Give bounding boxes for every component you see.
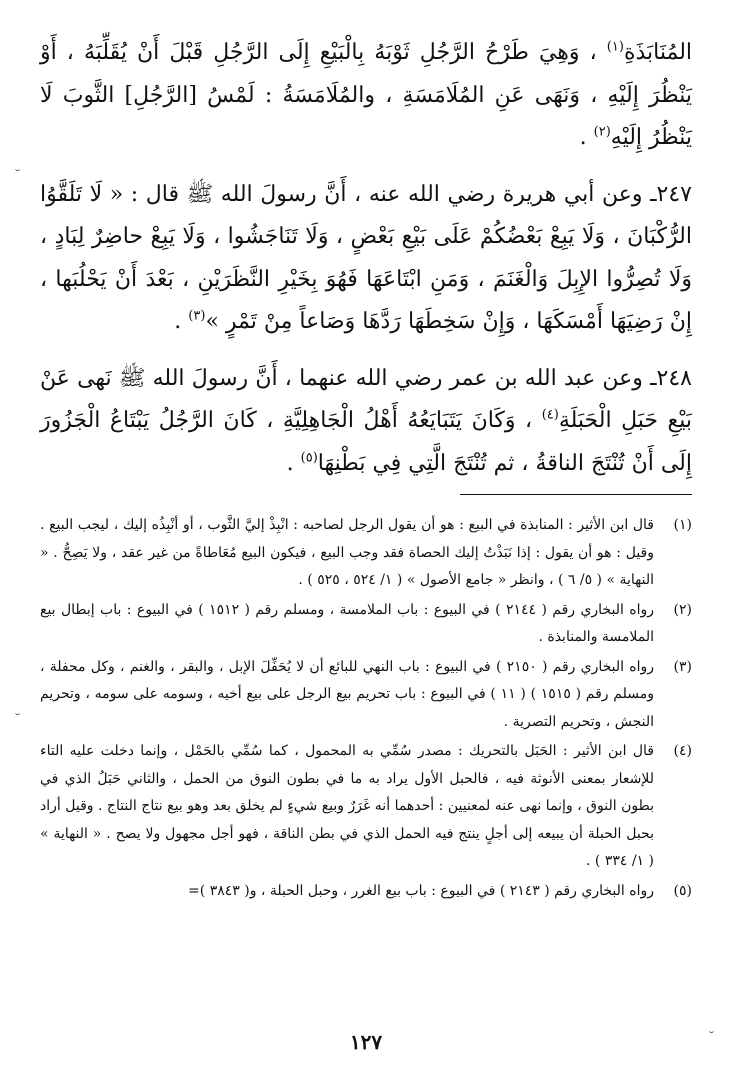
footnote-ref-1: (١): [606, 39, 624, 55]
footnote-number: (٥): [673, 882, 692, 899]
footnote-5: [40, 878, 692, 906]
footnote-text: رواه البخاري رقم ( ٢١٤٣ ) في البيوع : باب بيع الغرر ، وحبل الحبلة ، و( ٣٨٤٣ )=: [188, 882, 654, 899]
paragraph-3-part-1: ٢٤٨ـ وعن عبد الله بن عمر رضي الله عنهما ، أَنَّ رسولَ الله ﷺ نَهى عَنْ بَيْعِ حَبَلِ الْحَبَلَةِ: [40, 365, 692, 433]
footnote-number: (١): [673, 517, 692, 533]
footnote-text: رواه البخاري رقم ( ٢١٥٠ ) في البيوع : باب النهي للبائع أن لا يُحَفِّلَ الإبل ، والبقر ، والغنم ، وكل محفلة ، ومسلم رقم ( ١٥١٥ ) ( ١١ ) في البيوع : باب تحريم بيع الرجل على بيع أخيه ، وسومه على سومه ، وتحريم النجش ، وتحريم التصرية .: [40, 658, 654, 730]
footnote-text: قال ابن الأثير : المنابذة في البيع : هو أن يقول الرجل لصاحبه : انْبِذْ إليَّ الثَّوب ، أو أنْبِذُه إليك ، ليجب البيع . وقيل : هو أن يقول : إذا نَبَذْتُ إليك الحصاة فقد وجب البيع ، فيكون البيع مُعَاطاةً من غير عقد ، ولا يَصِحُّ . « النهاية » ( ٥/ ٦ ) ، وانظر « جامع الأصول » ( ١/ ٥٢٤ ، ٥٢٥ ) .: [40, 517, 654, 588]
paragraph-2-end: .: [174, 309, 182, 334]
footnote-number: (٣): [673, 658, 692, 675]
footnote-number: (٢): [673, 601, 692, 618]
scan-mark-icon: ˘: [708, 1030, 715, 1046]
footnote-3: [40, 654, 692, 737]
footnote-number: (٤): [673, 743, 692, 759]
paragraph-2-text: ٢٤٧ـ وعن أبي هريرة رضي الله عنه ، أَنَّ رسولَ الله ﷺ قال : « لَا تَلَقَّوُا الرُّكْبَانَ ، وَلَا يَبِعْ بَعْضُكُمْ عَلَى بَيْعِ بَعْضٍ ، وَلَا تَنَاجَشُوا ، وَلَا يَبِعْ حاضِرٌ لِبَادٍ ، وَلَا تُصِرُّوا الإِبِلَ وَالْغَنَمَ ، وَمَنِ ابْتَاعَهَا فَهُوَ بِخَيْرِ النَّظَرَيْنِ ، بَعْدَ أَنْ يَحْلُبَها ، إِنْ رَضِيَهَا أَمْسَكَهَا ، وَإِنْ سَخِطَهَا رَدَّهَا وَصَاعاً مِنْ تَمْرٍ »: [40, 181, 692, 334]
paragraph-3-part-2: ، وَكَانَ يَتَبَايَعُهُ أَهْلُ الْجَاهِلِيَّةِ ، كَانَ الرَّجُلُ يَبْتَاعُ الْجَزُورَ إِلَى أَنْ تُنْتَجَ الناقةُ ، ثم تُنْتَجَ الَّتِي فِي بَطْنِهَا: [40, 408, 692, 476]
footnotes: [40, 512, 692, 905]
page-number: ١٢٧: [349, 1030, 383, 1054]
paragraph-1: [40, 32, 692, 160]
main-text: [40, 32, 692, 485]
scan-mark-icon: ˘: [14, 168, 21, 184]
footnote-text: قال ابن الأثير : الحَبَل بالتحريك : مصدر سُمِّي به المحمول ، كما سُمِّي بالحَمْل ، وإنما دخلت عليه التاء للإشعار بمعنى الأنوثة فيه ، فالحبل الأول يراد به ما في بطون النوق من الحمل ، والثاني حَبَلُ الذي في بطون النوق ، وإنما نهى عنه لمعنيين : أحدهما أنه غَرَرٌ وبيع شيءٍ لم يخلق بعد وهو بيع نتاج النتاج . وقيل أراد بحبل الحبلة أن يبيعه إلى أجلٍ ينتج فيه الحمل الذي في بطن الناقة ، فهو أجل مجهول ولا يصح . « النهاية » ( ١/ ٣٣٤ ) .: [40, 743, 654, 869]
paragraph-1-end: .: [579, 125, 587, 150]
book-page: [40, 32, 692, 1062]
footnote-ref-5: (٥): [300, 450, 318, 466]
footnote-text: رواه البخاري رقم ( ٢١٤٤ ) في البيوع : باب الملامسة ، ومسلم رقم ( ١٥١٢ ) في البيوع : باب إبطال بيع الملامسة والمنابذة .: [40, 601, 654, 645]
paragraph-2: [40, 174, 692, 344]
footnote-2: [40, 597, 692, 652]
footnote-ref-3: (٣): [188, 308, 206, 324]
footnote-4: [40, 738, 692, 876]
scan-mark-icon: ˘: [14, 712, 21, 728]
paragraph-1-part-1: المُنَابَذَةِ: [623, 40, 693, 65]
footnote-1: [40, 512, 692, 595]
paragraph-3: [40, 358, 692, 486]
footnote-ref-4: (٤): [541, 407, 559, 423]
footnote-divider: [460, 494, 692, 495]
footnote-ref-2: (٢): [593, 124, 611, 140]
paragraph-1-part-2: ، وَهِيَ طَرْحُ الرَّجُلِ ثَوْبَهُ بِالْبَيْعِ إِلَى الرَّجُلِ قَبْلَ أَنْ يُقَلِّبَهُ ، أَوْ يَنْظُرَ إِلَيْهِ ، وَنَهَى عَنِ المُلَامَسَةِ ، والمُلَامَسَةُ : لَمْسُ [الرَّجُلِ] الثَّوبَ لَا يَنْظُرُ إِلَيْهِ: [40, 40, 692, 150]
paragraph-3-end: .: [286, 450, 294, 476]
